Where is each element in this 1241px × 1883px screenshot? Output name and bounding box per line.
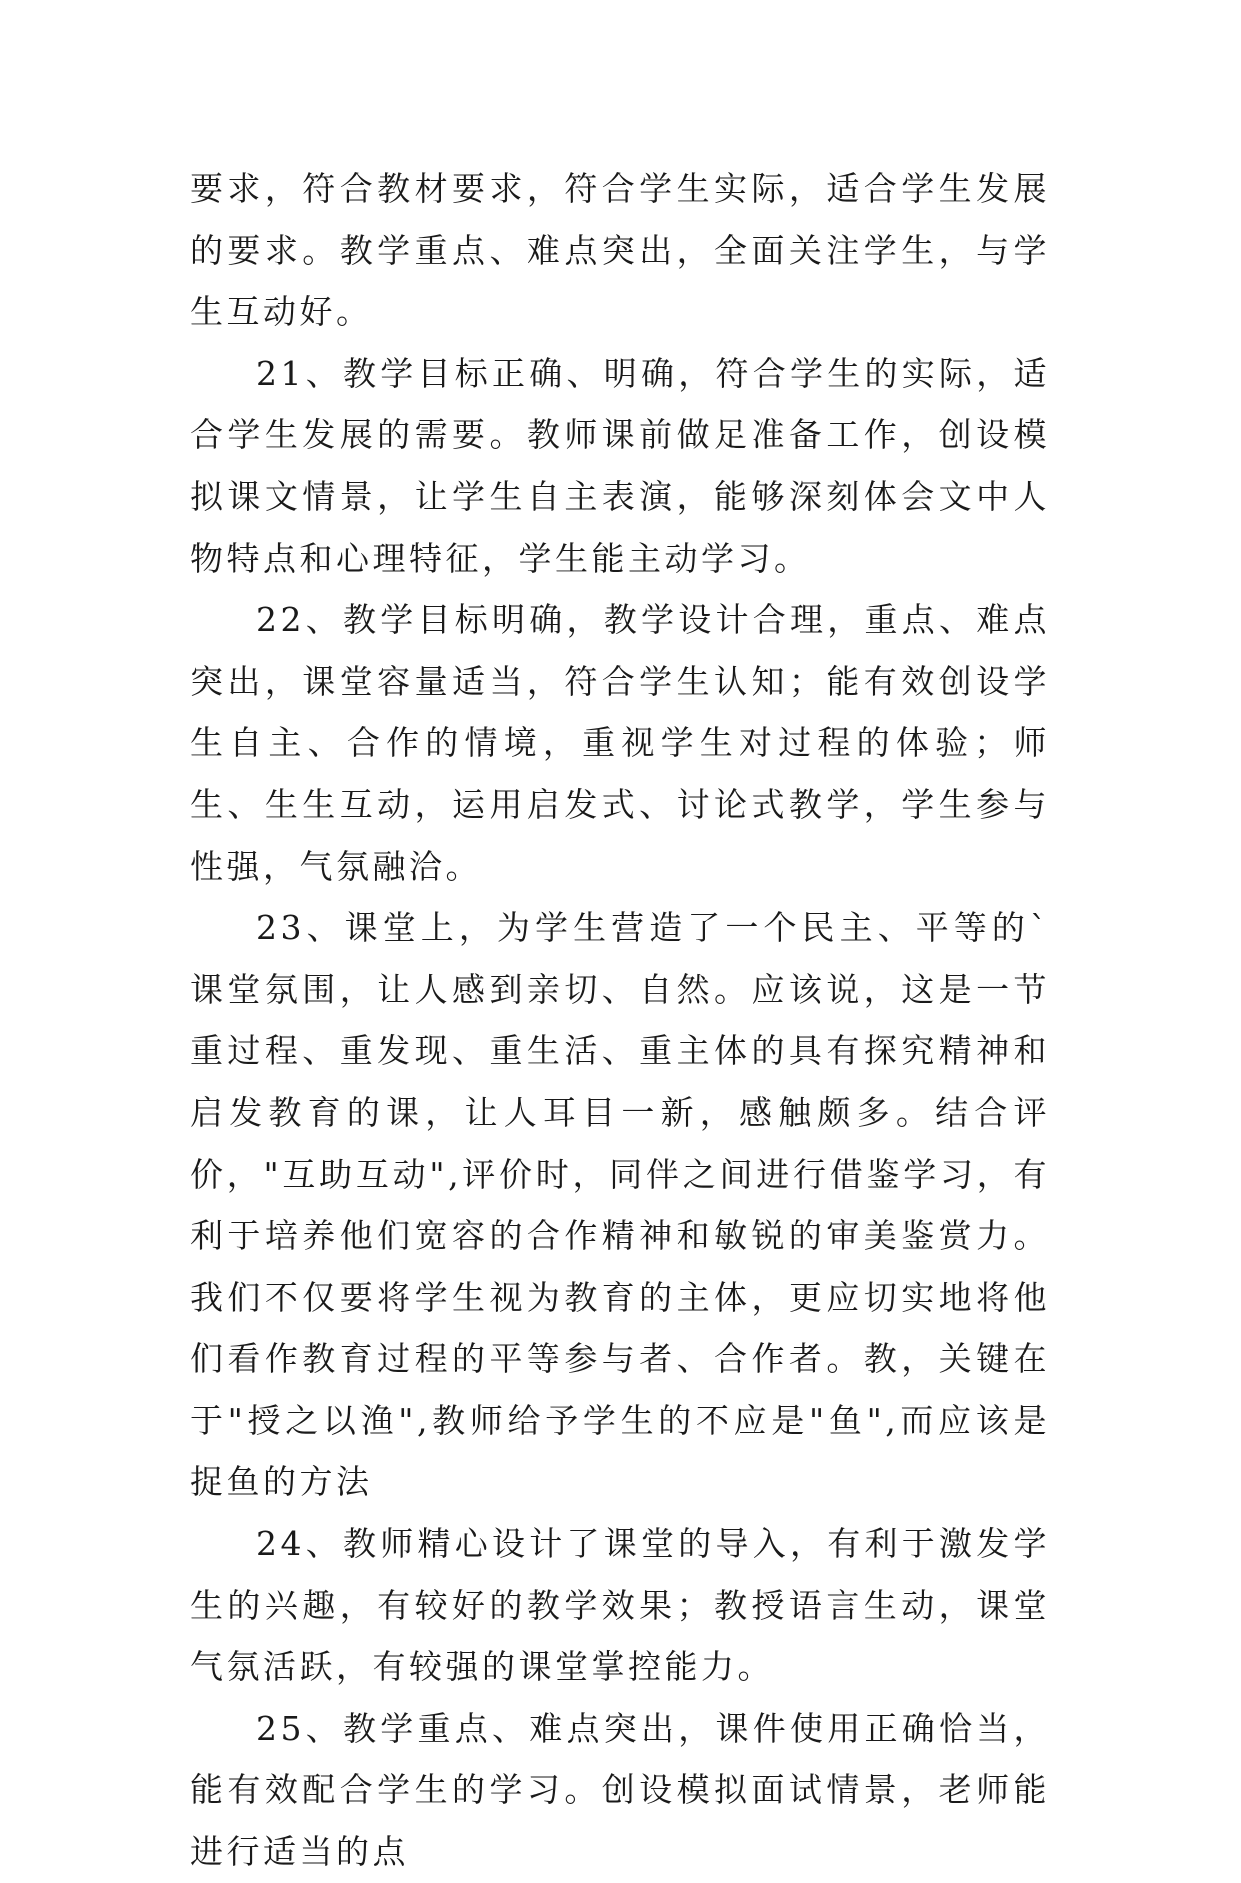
paragraph-item-22: 22、教学目标明确，教学设计合理，重点、难点突出，课堂容量适当，符合学生认知；能有效创设学生自主、合作的情境，重视学生对过程的体验；师生、生生互动，运用启发式、讨论式教学，学生参与性强，气氛融洽。 bbox=[190, 600, 1050, 886]
paragraph-item-25: 25、教学重点、难点突出，课件使用正确恰当，能有效配合学生的学习。创设模拟面试情景，老师能进行适当的点 bbox=[190, 1708, 1050, 1872]
paragraph-item-24: 24、教师精心设计了课堂的导入，有利于激发学生的兴趣，有较好的教学效果；教授语言生动，课堂气氛活跃，有较强的课堂掌控能力。 bbox=[190, 1524, 1050, 1687]
paragraph-continuation: 要求，符合教材要求，符合学生实际，适合学生发展的要求。教学重点、难点突出，全面关注学生，与学生互动好。 bbox=[190, 169, 1050, 332]
document-body bbox=[190, 158, 1050, 1883]
paragraph-item-23: 23、课堂上，为学生营造了一个民主、平等的`课堂氛围，让人感到亲切、自然。应该说，这是一节重过程、重发现、重生活、重主体的具有探究精神和启发教育的课，让人耳目一新，感触颇多。结合评价，"互助互动",评价时，同伴之间进行借鉴学习，有利于培养他们宽容的合作精神和敏锐的审美鉴赏力。我们不仅要将学生视为教育的主体，更应切实地将他们看作教育过程的平等参与者、合作者。教，关键在于"授之以渔",教师给予学生的不应是"鱼",而应该是捉鱼的方法 bbox=[190, 908, 1050, 1502]
paragraph-item-21: 21、教学目标正确、明确，符合学生的实际，适合学生发展的需要。教师课前做足准备工作，创设模拟课文情景，让学生自主表演，能够深刻体会文中人物特点和心理特征，学生能主动学习。 bbox=[190, 353, 1050, 578]
